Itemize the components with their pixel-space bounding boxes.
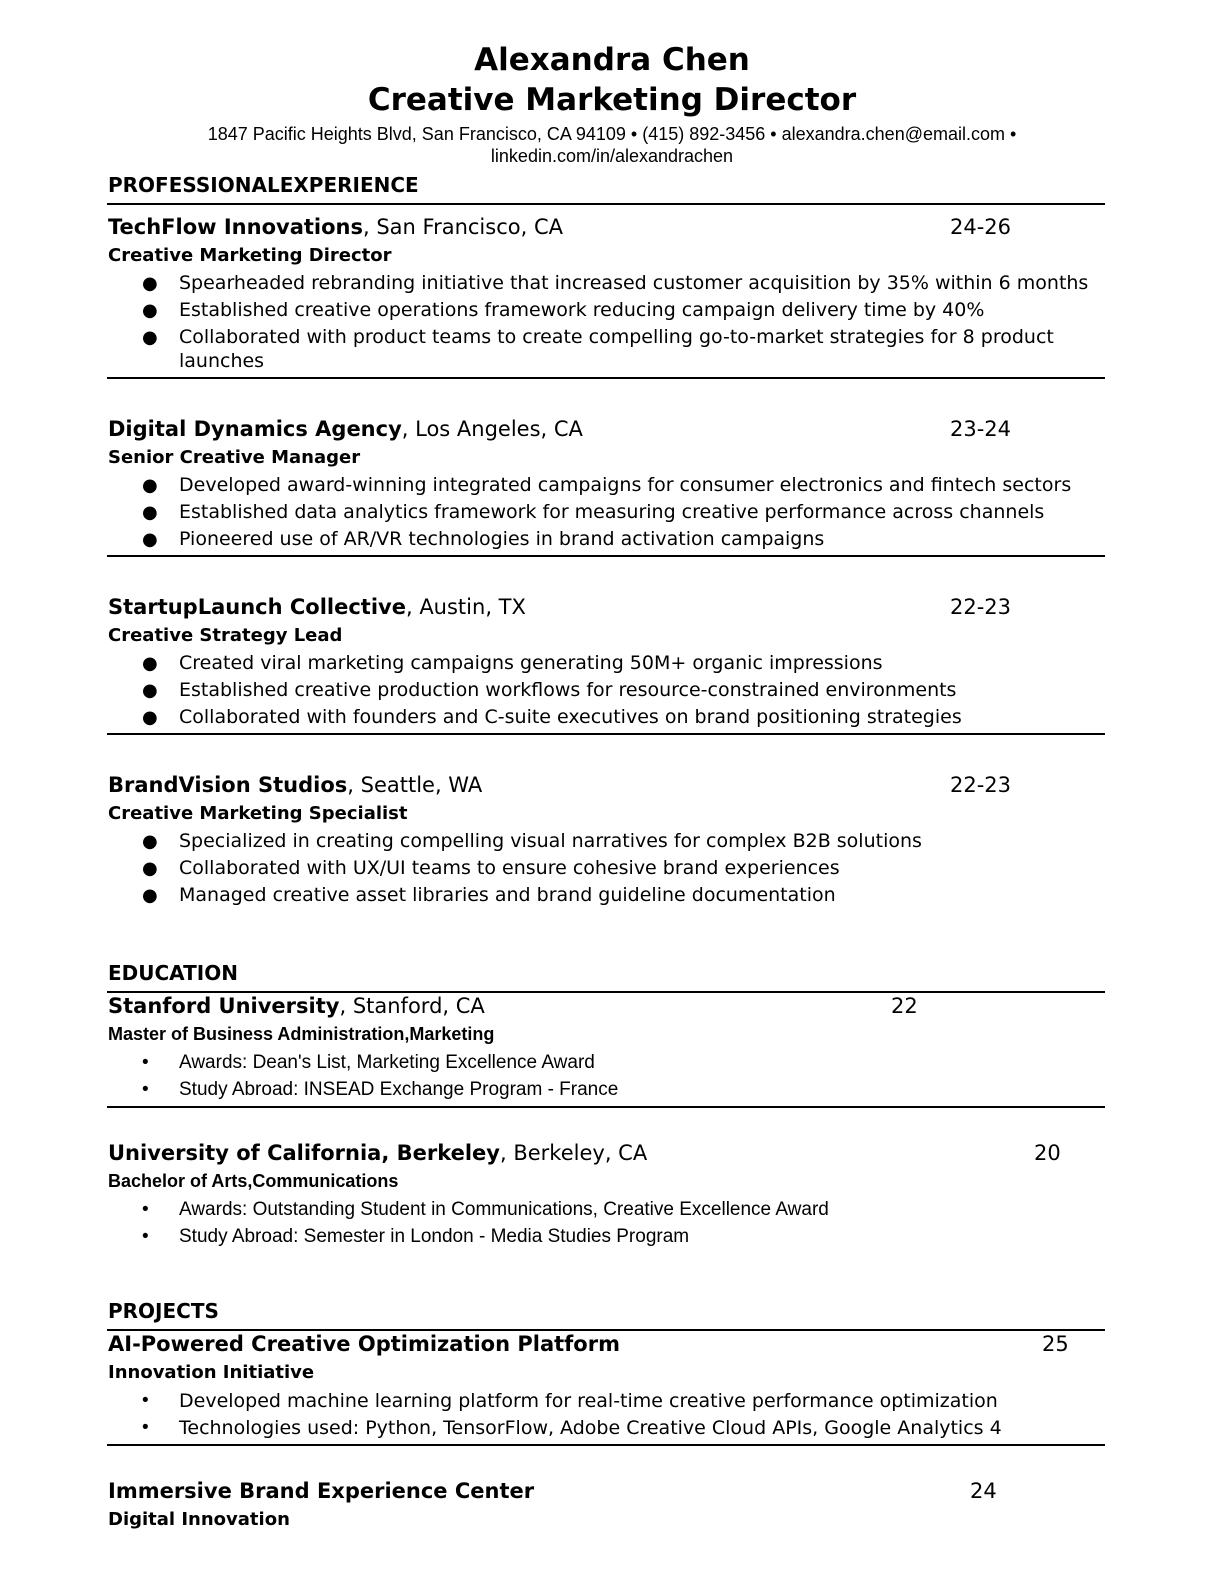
bullet-icon: •: [142, 1079, 149, 1100]
job-role: Creative Marketing Director: [108, 245, 392, 266]
job-bullet: Established data analytics framework for measuring creative performance across channels: [179, 501, 1045, 523]
bullet-icon: ●: [142, 858, 158, 879]
bullet-icon: ●: [142, 529, 158, 550]
education-school: University of California, Berkeley: [108, 1141, 500, 1165]
job-dates: 23-24: [950, 417, 1012, 441]
job-heading: [108, 417, 583, 441]
project-heading: [108, 1479, 534, 1503]
bullet-icon: •: [142, 1390, 149, 1411]
project-bullet: Technologies used: Python, TensorFlow, Adobe Creative Cloud APIs, Google Analytics 4: [179, 1417, 1002, 1439]
bullet-icon: ●: [142, 885, 158, 906]
entry-divider: [107, 377, 1105, 379]
job-bullet: Collaborated with UX/UI teams to ensure cohesive brand experiences: [179, 857, 840, 879]
bullet-icon: •: [142, 1226, 149, 1247]
project-subtitle: Innovation Initiative: [108, 1362, 315, 1383]
job-role: Senior Creative Manager: [108, 447, 361, 468]
job-heading: [108, 595, 526, 619]
job-bullet: Spearheaded rebranding initiative that increased customer acquisition by 35% within 6 months: [179, 272, 1089, 294]
bullet-icon: ●: [142, 653, 158, 674]
education-bullet: Awards: Outstanding Student in Communications, Creative Excellence Award: [179, 1199, 829, 1220]
bullet-icon: ●: [142, 300, 158, 321]
project-name: Immersive Brand Experience Center: [108, 1479, 535, 1503]
bullet-icon: •: [142, 1052, 149, 1073]
project-year: 24: [970, 1479, 997, 1503]
project-bullet: Developed machine learning platform for real-time creative performance optimization: [179, 1390, 998, 1412]
job-bullet: Managed creative asset libraries and brand guideline documentation: [179, 884, 836, 906]
project-heading: [108, 1332, 620, 1356]
job-company: StartupLaunch Collective: [108, 595, 406, 619]
education-degree: Bachelor of Arts,Communications: [108, 1171, 399, 1191]
job-location: , San Francisco, CA: [362, 215, 563, 239]
section-divider: [107, 203, 1105, 205]
job-bullet: Specialized in creating compelling visual narratives for complex B2B solutions: [179, 830, 922, 852]
job-bullet: Created viral marketing campaigns generating 50M+ organic impressions: [179, 652, 883, 674]
job-dates: 22-23: [950, 773, 1012, 797]
bullet-icon: ●: [142, 707, 158, 728]
job-bullet: Collaborated with product teams to create compelling go-to-market strategies for 8 product: [179, 326, 1054, 348]
project-subtitle: Digital Innovation: [108, 1509, 290, 1530]
education-bullet: Study Abroad: INSEAD Exchange Program - France: [179, 1079, 619, 1100]
job-company: Digital Dynamics Agency: [108, 417, 402, 441]
job-company: TechFlow Innovations: [108, 215, 363, 239]
entry-divider: [107, 555, 1105, 557]
section-heading-projects: PROJECTS: [108, 1299, 219, 1323]
bullet-icon: •: [142, 1199, 149, 1220]
bullet-icon: ●: [142, 273, 158, 294]
section-heading-experience: PROFESSIONALEXPERIENCE: [108, 173, 419, 197]
job-role: Creative Strategy Lead: [108, 625, 343, 646]
education-heading: [108, 1141, 647, 1165]
education-year: 20: [1034, 1141, 1061, 1165]
job-location: , Seattle, WA: [347, 773, 483, 797]
job-heading: [108, 773, 482, 797]
bullet-icon: ●: [142, 327, 158, 348]
education-location: , Berkeley, CA: [500, 1141, 648, 1165]
project-name: AI-Powered Creative Optimization Platform: [108, 1332, 620, 1356]
education-year: 22: [891, 994, 918, 1018]
entry-divider: [107, 1444, 1105, 1446]
bullet-icon: ●: [142, 831, 158, 852]
section-divider: [107, 991, 1105, 993]
resume-name: Alexandra Chen: [474, 42, 750, 78]
education-heading: [108, 994, 485, 1018]
education-bullet: Awards: Dean's List, Marketing Excellence Award: [179, 1052, 595, 1073]
job-dates: 24-26: [950, 215, 1012, 239]
bullet-icon: ●: [142, 475, 158, 496]
education-bullet: Study Abroad: Semester in London - Media Studies Program: [179, 1226, 690, 1247]
entry-divider: [107, 733, 1105, 735]
job-location: , Austin, TX: [405, 595, 526, 619]
entry-divider: [107, 1106, 1105, 1108]
contact-line: 1847 Pacific Heights Blvd, San Francisco, CA 94109 • (415) 892-3456 • alexandra.chen@email.com •: [207, 124, 1017, 144]
job-heading: [108, 215, 563, 239]
job-role: Creative Marketing Specialist: [108, 803, 408, 824]
contact-linkedin: linkedin.com/in/alexandrachen: [490, 146, 734, 166]
job-bullet: Collaborated with founders and C-suite executives on brand positioning strategies: [179, 706, 962, 728]
education-school: Stanford University: [108, 994, 340, 1018]
job-bullet: Established creative production workflows for resource-constrained environments: [179, 679, 957, 701]
job-dates: 22-23: [950, 595, 1012, 619]
job-bullet: Pioneered use of AR/VR technologies in brand activation campaigns: [179, 528, 825, 550]
job-bullet-continued: launches: [179, 350, 265, 372]
section-heading-education: EDUCATION: [108, 961, 238, 985]
education-location: , Stanford, CA: [339, 994, 485, 1018]
job-location: , Los Angeles, CA: [401, 417, 583, 441]
job-bullet: Established creative operations framework reducing campaign delivery time by 40%: [179, 299, 985, 321]
education-degree: Master of Business Administration,Marketing: [108, 1024, 495, 1044]
resume-title: Creative Marketing Director: [367, 82, 857, 118]
bullet-icon: ●: [142, 502, 158, 523]
job-bullet: Developed award-winning integrated campaigns for consumer electronics and fintech sectors: [179, 474, 1072, 496]
bullet-icon: ●: [142, 680, 158, 701]
bullet-icon: •: [142, 1417, 149, 1438]
project-year: 25: [1042, 1332, 1069, 1356]
section-divider: [107, 1329, 1105, 1331]
job-company: BrandVision Studios: [108, 773, 348, 797]
